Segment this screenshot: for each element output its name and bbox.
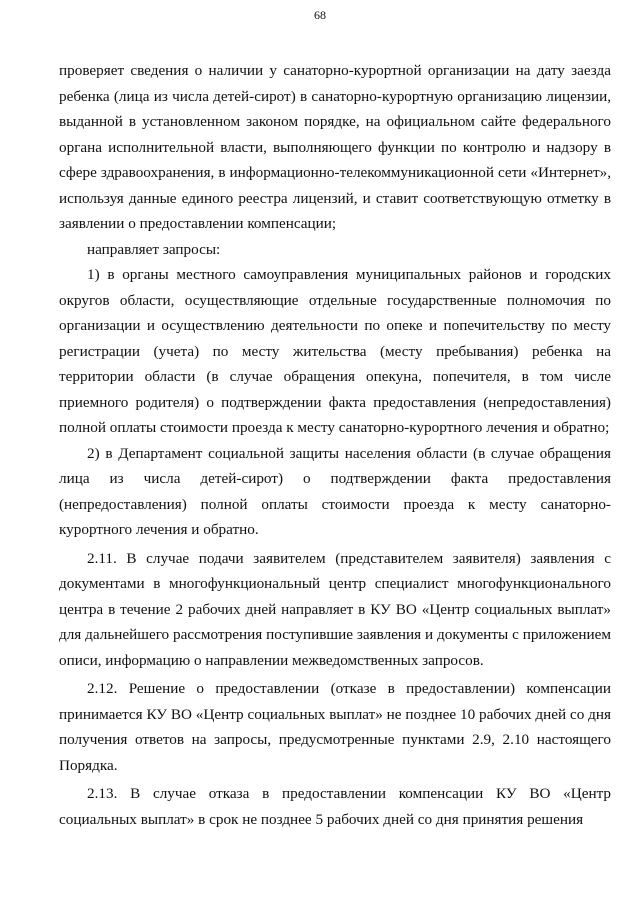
page-number: 68 xyxy=(314,8,326,22)
paragraph-2-11: 2.11. В случае подачи заявителем (представителем заявителя) заявления с документами в многофункциональный центр специалист многофункционального центра в течение 2 рабочих дней направляет в КУ ВО «Центр социальных выплат» для дальнейшего рассмотрения поступившие заявления и документы с приложением описи, информацию о направлении межведомственных запросов. xyxy=(59,549,611,669)
document-body xyxy=(59,58,611,832)
paragraph-request-department: 2) в Департамент социальной защиты населения области (в случае обращения лица из числа детей-сирот) о подтверждении факта предоставления (непредоставления) полной оплаты стоимости проезда к месту санаторно-курортного лечения и обратно. xyxy=(59,444,611,538)
paragraph-license-check: проверяет сведения о наличии у санаторно-курортной организации на дату заезда ребенка (лица из числа детей-сирот) в санаторно-курортную организацию лицензии, выданной в установленном законом порядке, на официальном сайте федерального органа исполнительной власти, выполняющего функции по контролю и надзору в сфере здравоохранения, в информационно-телекоммуникационной сети «Интернет», используя данные единого реестра лицензий, и ставит соответствующую отметку в заявлении о предоставлении компенсации; xyxy=(59,62,611,232)
paragraph-request-local-authorities: 1) в органы местного самоуправления муниципальных районов и городских округов области, осуществляющие отдельные государственные полномочия по организации и осуществлению деятельности по опеке и попечительству по месту регистрации (учета) по месту жительства (месту пребывания) ребенка на территории области (в случае обращения опекуна, попечителя, в том числе приемного родителя) о подтверждении факта предоставления (непредоставления) полной оплаты стоимости проезда к месту санаторно-курортного лечения и обратно; xyxy=(59,266,611,436)
paragraph-2-12: 2.12. Решение о предоставлении (отказе в предоставлении) компенсации принимается КУ ВО «Центр социальных выплат» не позднее 10 рабочих дней со дня получения ответов на запросы, предусмотренные пунктами 2.9, 2.10 настоящего Порядка. xyxy=(59,680,611,774)
paragraph-2-13: 2.13. В случае отказа в предоставлении компенсации КУ ВО «Центр социальных выплат» в срок не позднее 5 рабочих дней со дня принятия решения xyxy=(59,785,611,828)
paragraph-sends-requests: направляет запросы: xyxy=(87,240,221,258)
